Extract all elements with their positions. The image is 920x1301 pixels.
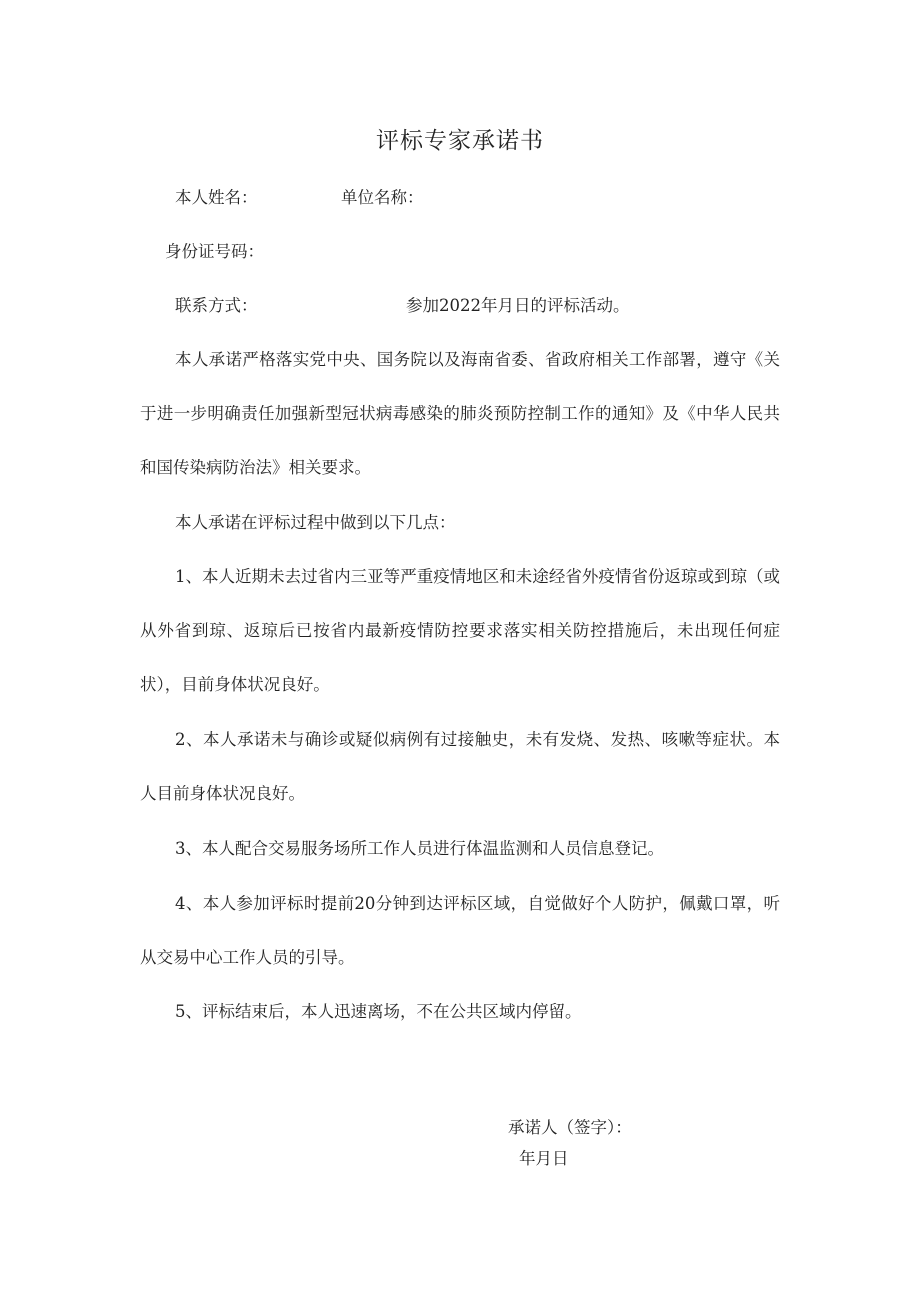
paragraph-line: 本人承诺严格落实党中央、国务院以及海南省委、省政府相关工作部署，遵守《关 [175,350,780,369]
paragraph-line: 3、本人配合交易服务场所工作人员进行体温监测和人员信息登记。 [175,839,664,858]
paragraph-line: 本人承诺在评标过程中做到以下几点： [175,513,456,532]
contact-label: 联系方式： [175,296,258,315]
date-label: 年月日 [519,1149,569,1168]
unit-label: 单位名称： [341,188,424,207]
paragraph-line: 4、本人参加评标时提前20分钟到达评标区域，自觉做好个人防护，佩戴口罩，听 [175,894,780,913]
name-label: 本人姓名： [175,188,258,207]
id-number-label: 身份证号码： [165,242,264,261]
signer-label: 承诺人（签字）： [508,1118,632,1137]
attend-activity-text: 参加2022年月日的评标活动。 [406,296,630,315]
paragraph-line: 于进一步明确责任加强新型冠状病毒感染的肺炎预防控制工作的通知》及《中华人民共 [140,404,780,423]
paragraph-line: 和国传染病防治法》相关要求。 [140,458,371,477]
paragraph-line: 从外省到琼、返琼后已按省内最新疫情防控要求落实相关防控措施后，未出现任何症 [140,621,780,640]
paragraph-line: 人目前身体状况良好。 [140,784,305,803]
paragraph-line: 从交易中心工作人员的引导。 [140,948,355,967]
paragraph-line: 状），目前身体状况良好。 [140,675,330,694]
paragraph-line: 1、本人近期未去过省内三亚等严重疫情地区和未途经省外疫情省份返琼或到琼（或 [175,567,780,586]
paragraph-line: 5、评标结束后，本人迅速离场，不在公共区域内停留。 [175,1002,582,1021]
paragraph-line: 2、本人承诺未与确诊或疑似病例有过接触史，未有发烧、发热、咳嗽等症状。本 [175,730,780,749]
document-title: 评标专家承诺书 [376,128,544,154]
